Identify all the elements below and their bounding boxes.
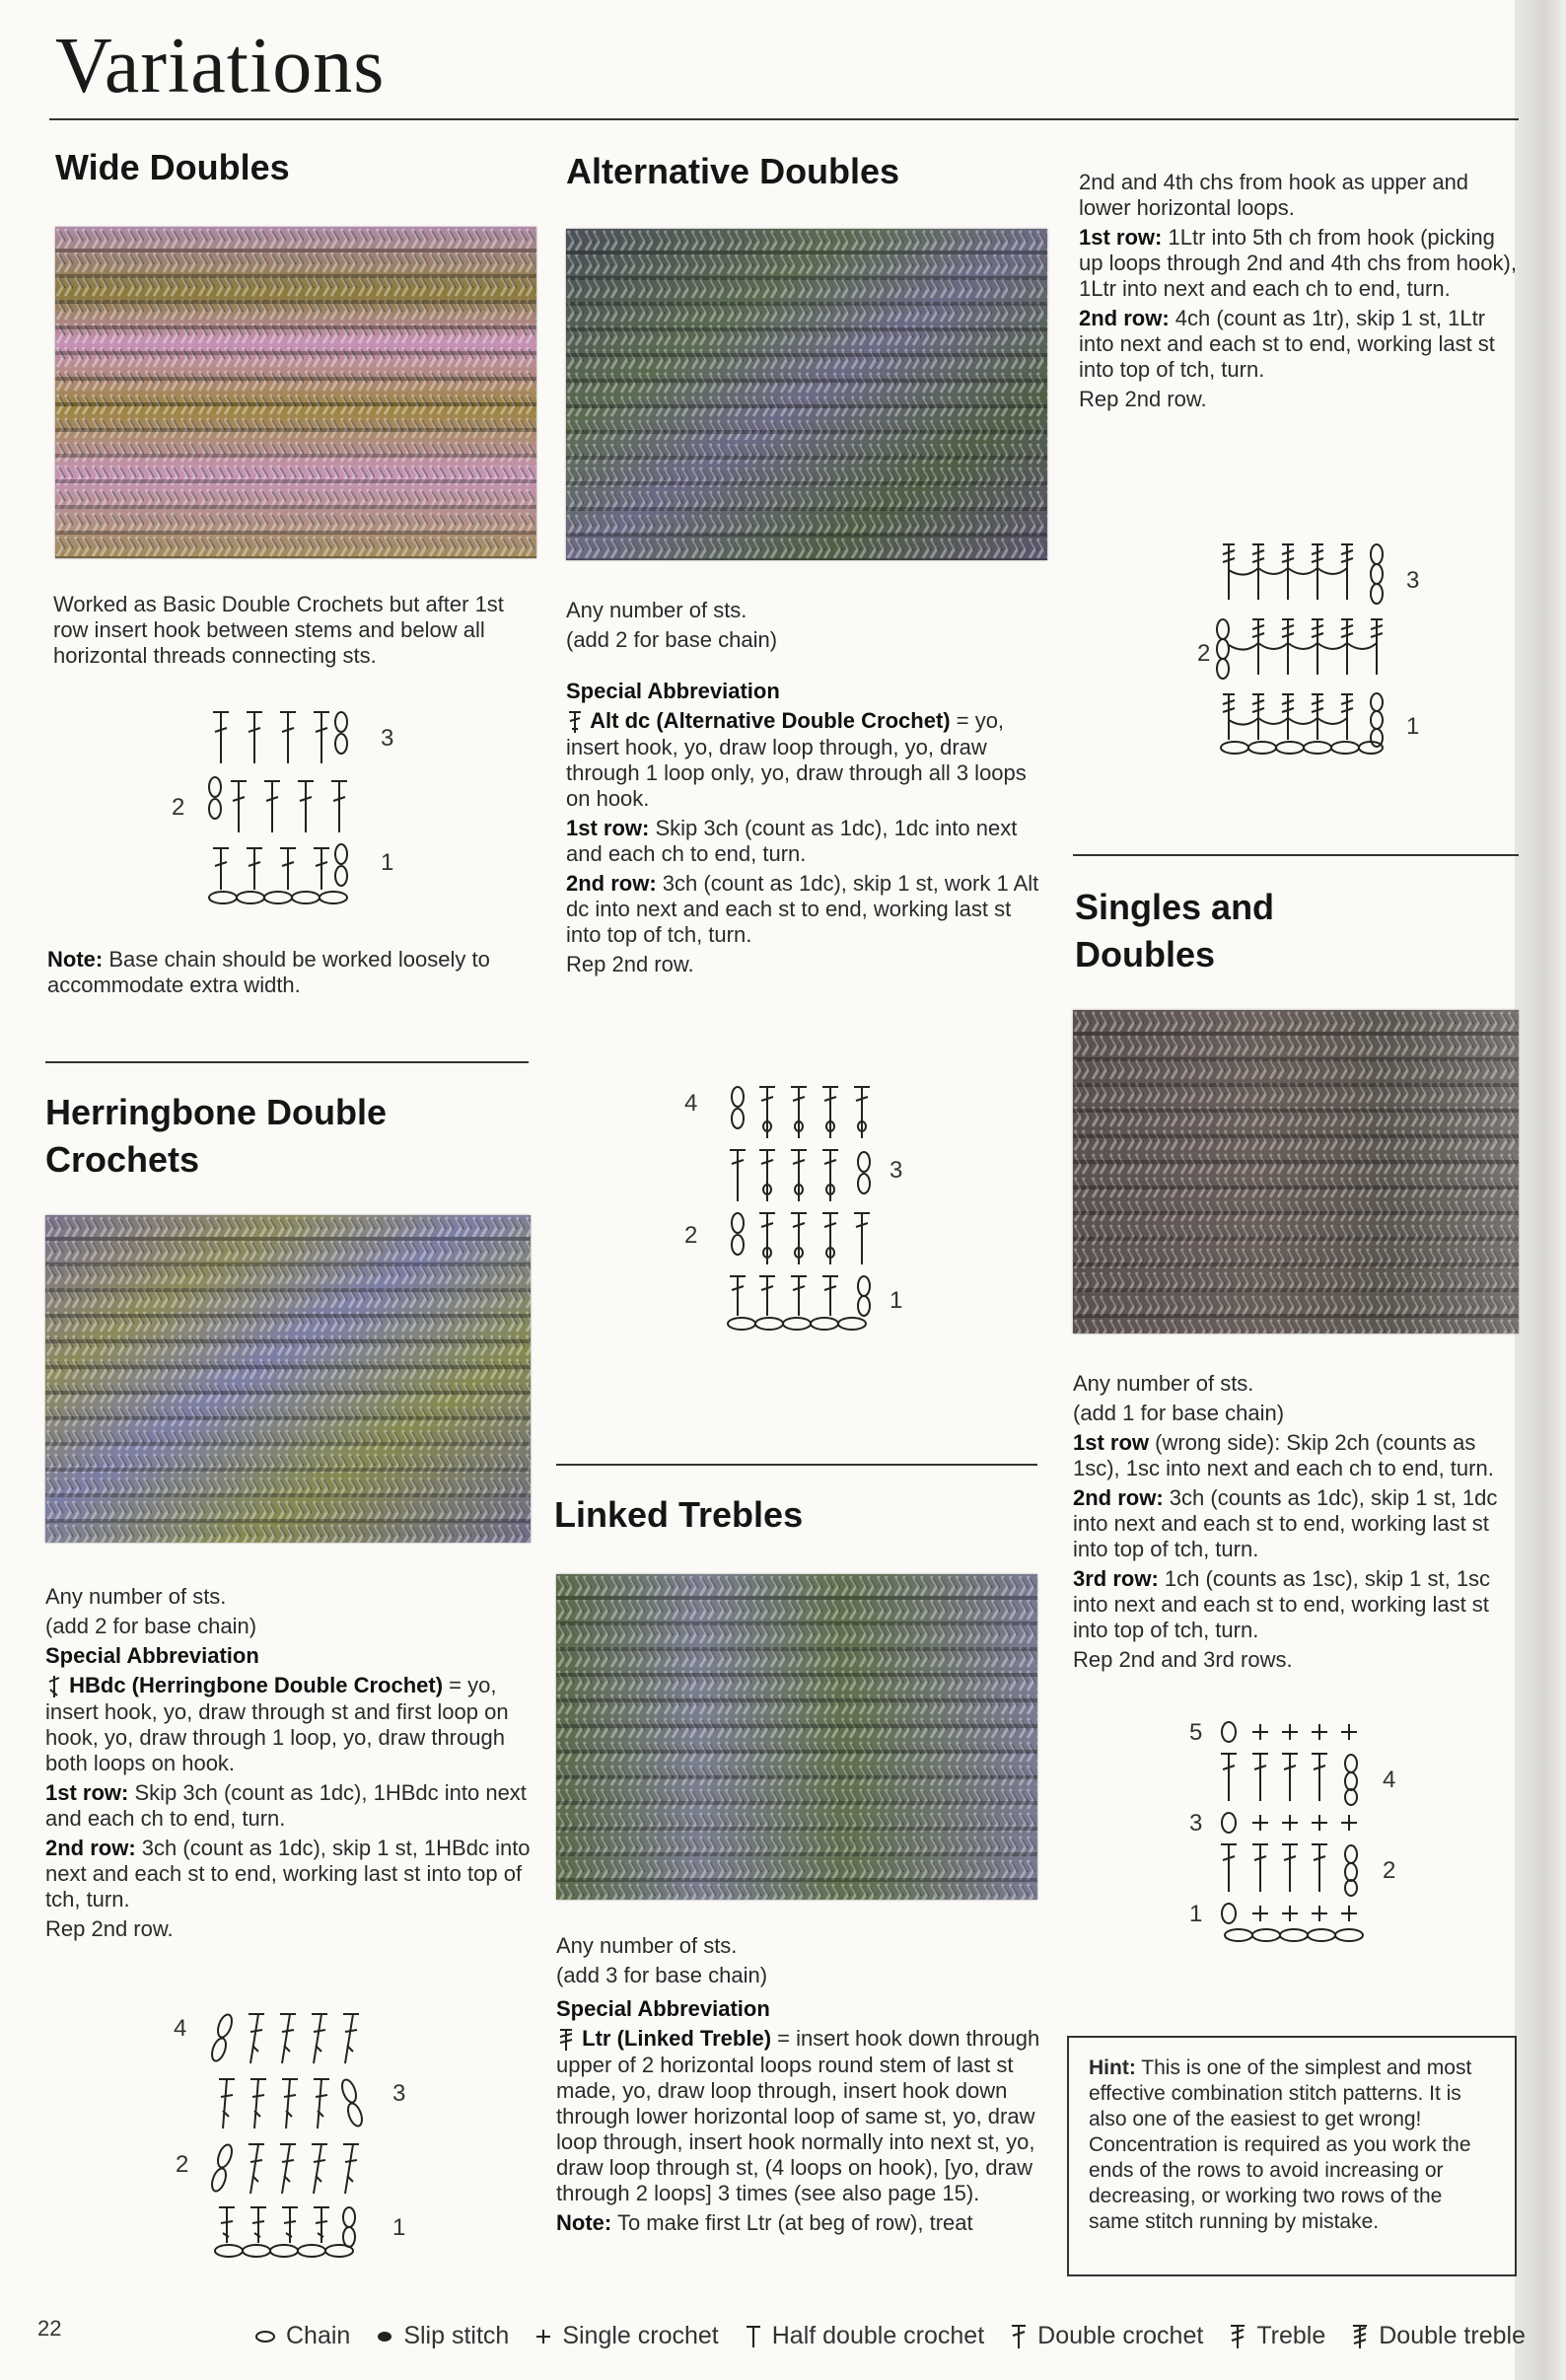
wide-doubles-text: Worked as Basic Double Crochets but after 1st row insert hook between stems and below all horizontal threads connecting sts. <box>53 592 504 668</box>
row-label: 2 <box>684 1222 698 1249</box>
linked-trebles-diagram <box>1183 533 1440 769</box>
base-chain-text: (add 2 for base chain) <box>566 627 778 652</box>
double-treble-icon <box>1351 2323 1369 2350</box>
note-label: Note: <box>556 2210 612 2236</box>
legend-label: Chain <box>286 2322 351 2349</box>
row-label: 1 <box>392 2214 406 2241</box>
double-crochet-icon <box>1010 2323 1028 2350</box>
singles-doubles-heading-line2: Doubles <box>1075 934 1216 974</box>
alternative-doubles-section <box>566 148 1059 195</box>
linked-trebles-swatch <box>556 1574 1037 1900</box>
special-abbreviation-label: Special Abbreviation <box>566 679 780 703</box>
abbreviation-name: HBdc (Herringbone Double Crochet) <box>69 1673 444 1697</box>
alternative-doubles-instructions <box>566 598 1049 981</box>
section-divider <box>1073 854 1519 856</box>
row-3-label: 3rd row: <box>1073 1566 1159 1591</box>
legend-label: Double treble <box>1379 2322 1526 2349</box>
row-3-text: 1ch (counts as 1sc), skip 1 st, 1sc into next and each st to end, working last st into top of tch, turn. <box>1073 1566 1491 1642</box>
single-crochet-icon <box>534 2328 552 2345</box>
row-label: 1 <box>890 1287 903 1314</box>
treble-icon <box>1229 2323 1246 2350</box>
row-2-text: 3ch (count as 1dc), skip 1 st, 1HBdc into next and each st to end, working last st into top of tch, turn. <box>45 1836 531 1912</box>
row-2-label: 2nd row: <box>566 871 657 897</box>
chain-icon <box>254 2330 276 2344</box>
section-divider <box>556 1464 1037 1466</box>
hint-label: Hint: <box>1089 2056 1136 2079</box>
repeat-text: Rep 2nd row. <box>566 952 694 977</box>
sts-text: Any number of sts. <box>1073 1371 1254 1396</box>
legend-label: Slip stitch <box>403 2322 510 2349</box>
row-label: 1 <box>1189 1901 1203 1927</box>
wide-doubles-section <box>55 144 538 191</box>
repeat-text: Rep 2nd and 3rd rows. <box>1073 1647 1293 1672</box>
legend-label: Double crochet <box>1037 2322 1204 2349</box>
row-2-text: 4ch (count as 1tr), skip 1 st, 1Ltr into next and each st to end, working last st into top of tch, turn. <box>1079 306 1495 382</box>
linked-trebles-continued <box>1079 170 1519 416</box>
row-label: 1 <box>381 849 394 876</box>
base-chain-text: (add 3 for base chain) <box>556 1963 768 1987</box>
row-2-label: 2nd row: <box>45 1836 136 1861</box>
page-number: 22 <box>37 2316 62 2341</box>
legend-label: Half double crochet <box>771 2322 985 2349</box>
alt-dc-icon <box>566 709 584 735</box>
herringbone-section <box>45 1089 538 1184</box>
special-abbreviation-label: Special Abbreviation <box>45 1643 259 1668</box>
row-label: 3 <box>1406 567 1420 594</box>
hint-box <box>1067 2036 1517 2276</box>
note-text: Base chain should be worked loosely to accommodate extra width. <box>47 947 490 997</box>
herringbone-swatch <box>45 1215 531 1543</box>
row-1-text: Skip 3ch (count as 1dc), 1dc into next and each ch to end, turn. <box>566 816 1018 867</box>
abbreviation-text: = insert hook down through upper of 2 horizontal loops round stem of last st made, yo, draw loop through, insert hook down through lower horizontal loop of same st, yo, draw loop through, insert hook normally into next st, yo, draw loop through st, (4 loops on hook), [yo, draw through 2 loops] 3 times (see also page 15). <box>556 2026 1040 2206</box>
symbol-legend <box>254 2322 1541 2350</box>
row-label: 1 <box>1406 713 1420 740</box>
hbdc-icon <box>45 1674 63 1699</box>
sts-text: Any number of sts. <box>566 598 747 622</box>
abbreviation-name: Ltr (Linked Treble) <box>582 2026 772 2051</box>
row-label: 4 <box>174 2015 187 2042</box>
singles-doubles-swatch <box>1073 1010 1519 1334</box>
sts-text: Any number of sts. <box>45 1584 227 1609</box>
row-label: 3 <box>392 2080 406 2107</box>
row-1-label: 1st row: <box>45 1780 129 1806</box>
legend-label: Single crochet <box>562 2322 719 2349</box>
linked-trebles-section <box>554 1491 1047 1539</box>
repeat-text: Rep 2nd row. <box>45 1916 174 1942</box>
herringbone-heading-line2: Crochets <box>45 1139 200 1180</box>
wide-doubles-description <box>53 592 536 673</box>
row-1-label: 1st row <box>1073 1430 1150 1455</box>
base-chain-text: (add 2 for base chain) <box>45 1614 257 1638</box>
slip-stitch-icon <box>376 2330 393 2344</box>
linked-trebles-instructions <box>556 1933 1043 2240</box>
row-2-text: 3ch (count as 1dc), skip 1 st, work 1 Alt dc into next and each st to end, working last st into top of tch, turn. <box>566 871 1039 948</box>
abbreviation-name: Alt dc (Alternative Double Crochet) <box>590 708 951 733</box>
row-label: 4 <box>684 1090 698 1117</box>
row-1-text: (wrong side): Skip 2ch (counts as 1sc), 1sc into next and each ch to end, turn. <box>1073 1430 1494 1480</box>
alternative-doubles-diagram <box>671 1075 937 1351</box>
row-label: 3 <box>1189 1810 1203 1837</box>
note-text: To make first Ltr (at beg of row), treat <box>616 2210 973 2236</box>
herringbone-diagram <box>164 2002 430 2259</box>
row-1-label: 1st row: <box>566 816 650 841</box>
row-label: 3 <box>890 1157 903 1184</box>
singles-doubles-instructions <box>1073 1371 1519 1677</box>
row-1-text: Skip 3ch (count as 1dc), 1HBdc into next and each ch to end, turn. <box>45 1780 527 1832</box>
repeat-text: Rep 2nd row. <box>1079 387 1207 411</box>
row-label: 2 <box>172 794 185 821</box>
row-2-label: 2nd row: <box>1073 1485 1164 1510</box>
wide-doubles-diagram <box>158 696 414 913</box>
section-divider <box>45 1061 529 1063</box>
continued-text: 2nd and 4th chs from hook as upper and lower horizontal loops. <box>1079 170 1469 220</box>
page-edge <box>1515 0 1566 2380</box>
row-label: 3 <box>381 725 394 752</box>
wide-doubles-swatch <box>55 227 536 558</box>
row-1-label: 1st row: <box>1079 225 1163 250</box>
wide-doubles-heading: Wide Doubles <box>55 147 290 187</box>
row-2-label: 2nd row: <box>1079 306 1170 330</box>
linked-trebles-heading: Linked Trebles <box>554 1494 804 1535</box>
note-label: Note: <box>47 947 104 972</box>
row-1-text: 1Ltr into 5th ch from hook (picking up loops through 2nd and 4th chs from hook), 1Ltr into next and each ch to end, turn. <box>1079 225 1517 301</box>
row-2-text: 3ch (counts as 1dc), skip 1 st, 1dc into next and each st to end, working last st into top of tch, turn. <box>1073 1485 1498 1561</box>
abbreviation-text: = yo, insert hook, yo, draw loop through, yo, draw through 1 loop only, yo, draw through all 3 loops on hook. <box>566 708 1027 812</box>
hint-text: This is one of the simplest and most effective combination stitch patterns. It is also one of the easiest to get wrong! Concentration is required as you work the ends of the rows to avoid increasing or decreasing, or working two rows of the same stitch running by mistake. <box>1089 2056 1472 2233</box>
herringbone-heading-line1: Herringbone Double <box>45 1092 388 1132</box>
half-double-crochet-icon <box>745 2324 762 2349</box>
abbreviation-text: = yo, insert hook, yo, draw through st and first loop on hook, yo, draw through 1 loop, yo, draw through both loops on hook. <box>45 1673 509 1776</box>
row-label: 4 <box>1383 1767 1396 1793</box>
linked-treble-icon <box>556 2027 576 2053</box>
page-title: Variations <box>55 23 386 109</box>
singles-doubles-section <box>1075 884 1519 978</box>
title-rule <box>49 118 1519 120</box>
row-label: 2 <box>1197 640 1211 667</box>
singles-doubles-diagram <box>1174 1712 1430 1969</box>
singles-doubles-heading-line1: Singles and <box>1075 887 1275 927</box>
legend-label: Treble <box>1256 2322 1326 2349</box>
special-abbreviation-label: Special Abbreviation <box>556 1996 770 2021</box>
row-label: 5 <box>1189 1719 1203 1746</box>
alternative-doubles-swatch <box>566 229 1047 560</box>
wide-doubles-note <box>47 947 540 1002</box>
row-label: 2 <box>1383 1857 1396 1884</box>
base-chain-text: (add 1 for base chain) <box>1073 1401 1285 1425</box>
sts-text: Any number of sts. <box>556 1933 738 1958</box>
row-label: 2 <box>176 2151 189 2178</box>
herringbone-instructions <box>45 1584 531 1946</box>
alternative-doubles-heading: Alternative Doubles <box>566 151 900 191</box>
